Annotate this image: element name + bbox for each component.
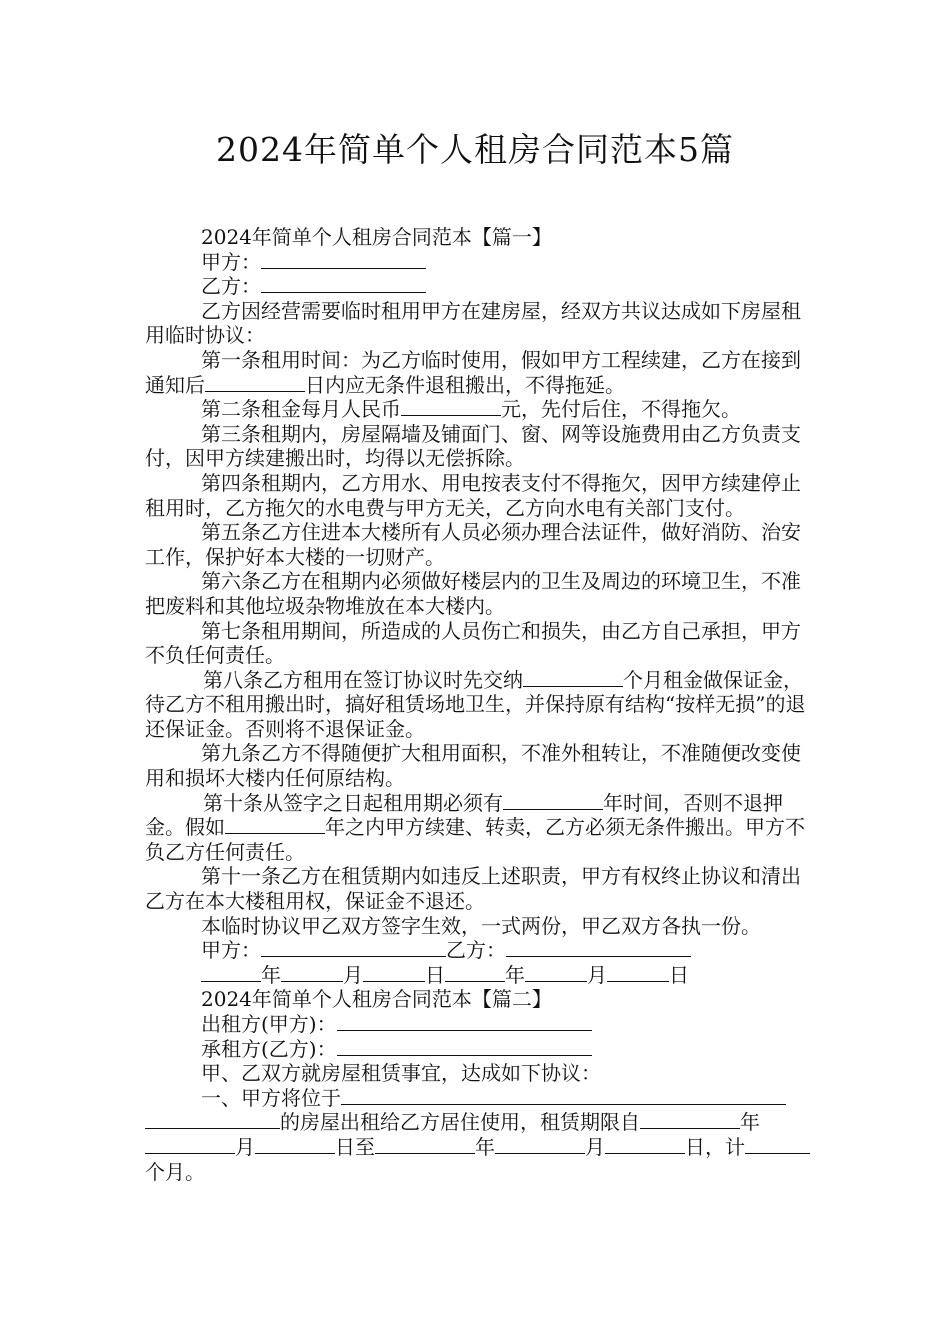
start-month: 月 — [235, 1134, 255, 1159]
start-month-blank — [145, 1135, 235, 1154]
article-10 — [145, 791, 813, 865]
end-year-blank — [375, 1135, 475, 1154]
article-11: 第十一条乙方在租赁期内如违反上述职责，甲方有权终止协议和清出乙方在本大楼租用权，保证金不退还。 — [145, 864, 801, 914]
lessee-label: 承租方(乙方)： — [201, 1036, 337, 1061]
section-heading-1: 2024年简单个人租房合同范本【篇一】 — [201, 225, 552, 249]
article-5: 第五条乙方住进本大楼所有人员必须办理合法证件，做好消防、治安工作，保护好本大楼的一切财产。 — [145, 520, 801, 569]
article-8-text-a: 第八条乙方租用在签订协议时先交纳 — [203, 667, 523, 692]
article-2-blank — [401, 397, 501, 416]
end-year: 年 — [475, 1134, 495, 1159]
start-day-to: 日至 — [335, 1134, 375, 1159]
article-2-text-b: 元，先付后住，不得拖欠。 — [501, 397, 741, 422]
date-a-month-blank — [281, 963, 343, 982]
item-1-text-a: 一、甲方将位于 — [201, 1085, 341, 1110]
date-line — [145, 963, 813, 988]
article-9: 第九条乙方不得随便扩大租用面积，不准外租转让，不准随便改变使用和损坏大楼内任何原结构。 — [145, 741, 801, 791]
article-8-text-b: 个月租金做保证金，待乙方不租用搬出时，搞好租赁场地卫生，并保持原有结构“按样无损”的退还保证金。否则将不退保证金。 — [145, 667, 806, 741]
article-1-blank — [205, 373, 305, 392]
intro-paragraph: 乙方因经营需要临时租用甲方在建房屋，经双方共议达成如下房屋租用临时协议： — [145, 298, 801, 348]
lessee-blank — [337, 1037, 592, 1056]
end-day-total: 日，计 — [685, 1134, 745, 1159]
item-1-text-b: 的房屋出租给乙方居住使用，租赁期限自 — [280, 1110, 640, 1135]
article-10-text-b: 年时间，否则不退押金。假如 — [145, 790, 783, 840]
article-4: 第四条租期内，乙方用水、用电按表支付不得拖欠，因甲方续建停止租用时，乙方拖欠的水电费与甲方无关，乙方向水电有关部门支付。 — [145, 470, 801, 520]
article-1-text-b: 日内应无条件退租搬出，不得拖延。 — [305, 372, 625, 397]
party-b-blank — [261, 274, 426, 293]
article-10-blank-1 — [503, 791, 603, 810]
article-10-text-c: 年之内甲方续建、转卖，乙方必须无条件搬出。甲方不负乙方任何责任。 — [145, 815, 805, 864]
lessor-blank — [337, 1012, 592, 1031]
article-7: 第七条租用期间，所造成的人员伤亡和损失，由乙方自己承担，甲方不负任何责任。 — [145, 618, 801, 668]
lessee-line — [145, 1037, 813, 1062]
start-year-blank — [640, 1110, 740, 1129]
party-a-line — [145, 250, 813, 275]
lessor-line — [145, 1012, 813, 1037]
agreement-intro: 甲、乙双方就房屋租赁事宜，达成如下协议： — [201, 1061, 601, 1086]
item-1-address-blank-cont — [145, 1110, 280, 1129]
end-month: 月 — [585, 1134, 605, 1159]
article-10-blank-2 — [225, 815, 325, 834]
article-2 — [145, 397, 813, 422]
party-a-blank — [261, 250, 426, 269]
item-1-address-blank — [341, 1086, 786, 1105]
date-b-year: 年 — [505, 962, 525, 987]
date-a-day-blank — [363, 963, 425, 982]
sign-a-blank — [261, 938, 446, 957]
end-day-blank — [605, 1135, 685, 1154]
article-1-text-a: 第一条租用时间：为乙方临时使用，假如甲方工程续建，乙方在接到通知后 — [145, 347, 801, 397]
party-b-line — [145, 274, 813, 299]
sign-b-blank — [506, 938, 691, 957]
date-a-year: 年 — [261, 962, 281, 987]
article-8-blank — [523, 668, 623, 687]
date-b-month-blank — [525, 963, 587, 982]
party-b-label: 乙方： — [201, 274, 261, 299]
article-3: 第三条租期内，房屋隔墙及铺面门、窗、网等设施费用由乙方负责支付，因甲方续建搬出时，均得以无偿拆除。 — [145, 421, 801, 471]
item-1 — [145, 1086, 813, 1184]
article-6: 第六条乙方在租期内必须做好楼层内的卫生及周边的环境卫生，不准把废料和其他垃圾杂物堆放在本大楼内。 — [145, 569, 801, 618]
date-a-day: 日 — [425, 962, 445, 987]
article-8 — [145, 668, 813, 742]
start-year: 年 — [740, 1110, 760, 1135]
months-label: 个月。 — [145, 1159, 205, 1184]
signature-line — [145, 938, 813, 963]
date-b-month: 月 — [587, 962, 607, 987]
closing-paragraph: 本临时协议甲乙双方签字生效，一式两份，甲乙双方各执一份。 — [201, 913, 761, 938]
start-day-blank — [255, 1135, 335, 1154]
date-b-day: 日 — [669, 962, 689, 987]
article-2-text-a: 第二条租金每月人民币 — [201, 397, 401, 422]
party-a-label: 甲方： — [201, 249, 261, 274]
date-a-year-blank — [201, 963, 261, 982]
end-month-blank — [495, 1135, 585, 1154]
document-title: 2024年简单个人租房合同范本5篇 — [216, 130, 734, 169]
months-blank — [745, 1135, 810, 1154]
date-b-day-blank — [607, 963, 669, 982]
article-1 — [145, 348, 813, 397]
document-body — [145, 225, 813, 1184]
section-heading-2: 2024年简单个人租房合同范本【篇二】 — [201, 987, 552, 1012]
lessor-label: 出租方(甲方)： — [201, 1012, 337, 1036]
article-10-text-a: 第十条从签字之日起租用期必须有 — [203, 790, 503, 815]
sign-a-label: 甲方： — [201, 938, 261, 963]
date-a-month: 月 — [343, 962, 363, 987]
date-b-year-blank — [445, 963, 505, 982]
sign-b-label: 乙方： — [446, 938, 506, 963]
